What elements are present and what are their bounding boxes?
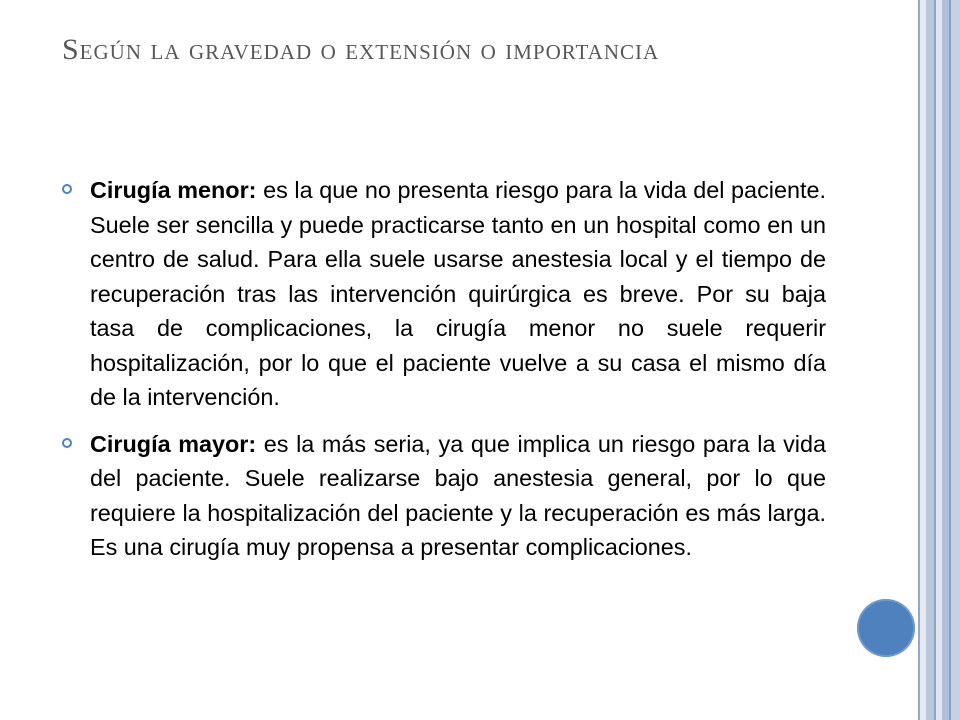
bullet-term: Cirugía menor: [90, 177, 257, 203]
decorative-stripes [918, 0, 960, 720]
stripe-band [951, 0, 960, 720]
stripe-band [926, 0, 934, 720]
bullet-item-cirugia-mayor [62, 427, 826, 565]
hollow-circle-bullet-icon [62, 438, 72, 448]
bullet-text: es la más seria, ya que implica un riesgo para la vida del paciente. Suele realizarse bajo anestesia general, por lo que requiere la hospitalización del paciente y la recuperación es más larga. Es una cirugía muy propensa a presentar complicaciones. [90, 430, 826, 560]
bullet-term: Cirugía mayor: [90, 430, 257, 457]
slide-title: Según la gravedad o extensión o importancia [62, 33, 660, 66]
blue-circle-decoration [857, 599, 915, 657]
bullet-text: es la que no presenta riesgo para la vida del paciente. Suele ser sencilla y puede practicarse tanto en un hospital como en un centro de salud. Para ella suele usarse anestesia local y el tiempo de recuperación tras las intervención quirúrgica es breve. Por su baja tasa de complicaciones, la cirugía menor no suele requerir hospitalización, por lo que el paciente vuelve a su casa el mismo día de la intervención. [90, 177, 826, 410]
bullet-item-cirugia-menor [62, 173, 826, 415]
stripe-band [942, 0, 949, 720]
bullet-list [62, 173, 826, 577]
hollow-circle-bullet-icon [62, 184, 72, 194]
